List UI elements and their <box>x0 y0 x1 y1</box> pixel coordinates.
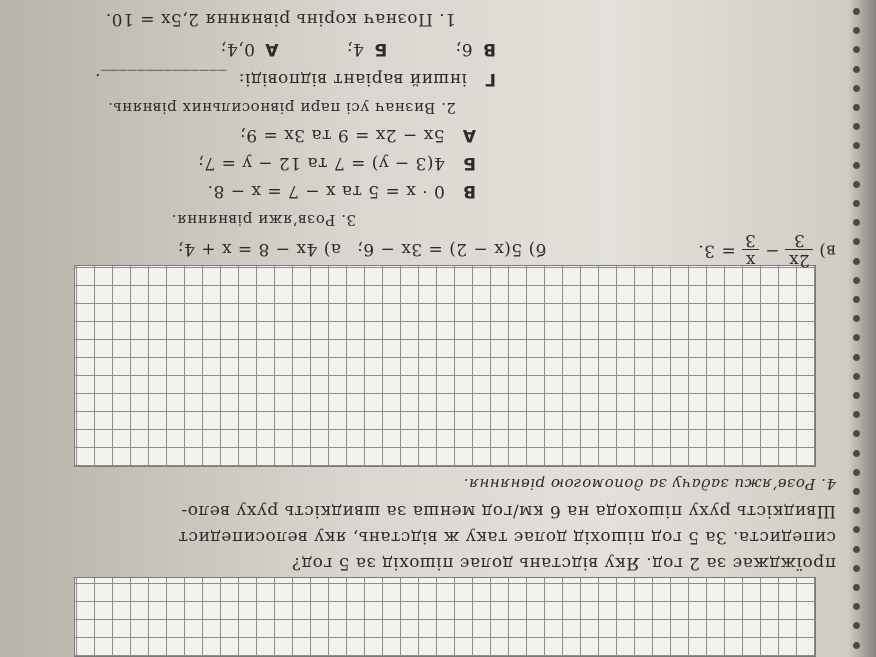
task2-option-v <box>207 181 476 201</box>
binding-hole <box>853 258 860 265</box>
binding-hole <box>853 162 860 169</box>
binding-hole <box>853 296 860 303</box>
binding-hole <box>853 430 860 437</box>
binding-hole <box>853 85 860 92</box>
binding-hole <box>853 373 860 380</box>
fraction-denominator: 3 <box>793 230 805 251</box>
option-text: 4(3 − y) = 7 та 12 − y = 7; <box>197 153 445 173</box>
binding-hole <box>853 622 860 629</box>
task1-option-other <box>95 69 496 89</box>
task3-c-label: в) <box>818 240 836 261</box>
option-letter: Г <box>484 69 496 89</box>
task4-question: 4. Розв’яжи задачу за допомогою рівняння. <box>463 475 836 493</box>
binding-hole <box>853 565 860 572</box>
binding-hole <box>853 450 860 457</box>
option-letter: В <box>482 39 496 59</box>
binding-hole <box>853 46 860 53</box>
option-letter: Б <box>462 153 476 173</box>
task2-option-b <box>198 153 476 173</box>
binding-hole <box>853 603 860 610</box>
binding-hole <box>853 315 860 322</box>
binding-hole <box>853 238 860 245</box>
fraction-x-over-3 <box>742 231 759 269</box>
task4-text-line3: проїжджає за 2 год. Яку відстань долає пішохід за 5 год? <box>291 553 836 573</box>
binding-hole <box>853 219 860 226</box>
fraction-2x-over-3 <box>785 231 812 269</box>
task3-equation-a: а) 4x − 8 = x + 4; <box>177 239 341 259</box>
option-letter: В <box>462 181 476 201</box>
binding-hole <box>853 8 860 15</box>
option-text: інший варіант відповіді: <box>238 69 467 89</box>
binding-hole <box>853 642 860 649</box>
task1-options <box>220 39 496 59</box>
binding-hole <box>853 584 860 591</box>
task3-equation-b: б) 5(x − 2) = 3x − 6; <box>356 239 546 259</box>
binding-hole <box>853 142 860 149</box>
binding-hole <box>853 181 860 188</box>
binding-hole <box>853 104 860 111</box>
option-text: 4; <box>346 39 364 59</box>
option-letter: Б <box>373 39 388 59</box>
fraction-numerator: x <box>742 249 759 269</box>
answer-grid-task3 <box>74 265 816 467</box>
task2-option-a <box>240 125 476 145</box>
task4-text-line1: Швидкість руху пішохода на 6 км/год менша за швидкість руху вело- <box>181 501 836 521</box>
binding-hole <box>853 546 860 553</box>
spiral-binding <box>836 0 876 657</box>
binding-hole <box>853 507 860 514</box>
binding-hole <box>853 469 860 476</box>
task3-c-rhs: = 3. <box>697 240 736 261</box>
binding-hole <box>853 354 860 361</box>
binding-hole <box>853 411 860 418</box>
binding-hole <box>853 526 860 533</box>
binding-hole <box>853 277 860 284</box>
task4-text-line2: сипедиста. За 5 год пішохід долає таку ж відстань, яку велосипедист <box>178 527 836 547</box>
option-text: 6; <box>455 39 473 59</box>
fraction-denominator: 3 <box>744 230 756 251</box>
task3-equation-c <box>698 231 836 269</box>
binding-hole <box>853 27 860 34</box>
binding-hole <box>853 200 860 207</box>
fraction-numerator: 2x <box>785 249 812 269</box>
option-letter: А <box>264 39 279 59</box>
option-text: 5x − 2x = 9 та 3x = 9; <box>239 125 445 145</box>
binding-hole <box>853 66 860 73</box>
binding-hole <box>853 488 860 495</box>
option-text: 0 · x = 5 та x − 7 = x − 8. <box>207 181 445 201</box>
task3-question: 3. Розв’яжи рівняння. <box>171 211 356 229</box>
task2-question: 2. Визнач усі пари рівносильних рівнянь. <box>107 99 456 117</box>
option-letter: А <box>462 125 476 145</box>
binding-hole <box>853 392 860 399</box>
task1-question: 1. Познач корінь рівняння 2,5x = 10. <box>105 9 456 29</box>
option-text: 0,4; <box>220 39 255 59</box>
answer-blank: ______________. <box>94 69 227 89</box>
binding-hole <box>853 123 860 130</box>
answer-grid-task4 <box>74 577 816 657</box>
binding-hole <box>853 334 860 341</box>
minus-sign: − <box>764 240 780 261</box>
